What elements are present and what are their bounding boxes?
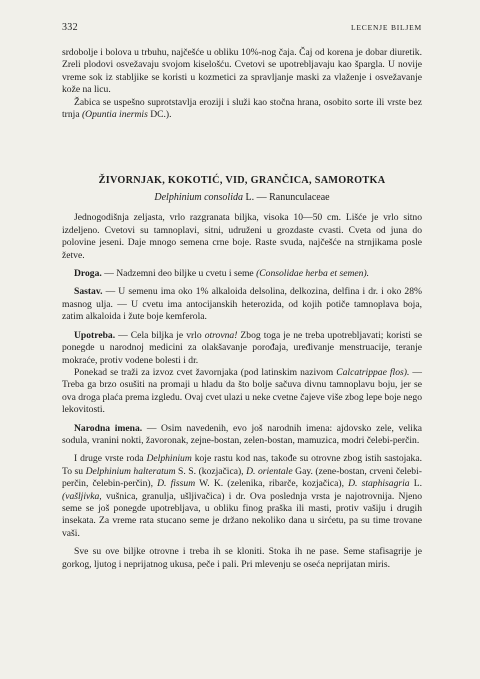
narodna-imena-paragraph: Narodna imena. — Osim navedenih, evo još narodnih imena: ajdovsko zele, velika sodula, vranini nokti, žavoronak, zejne-bostan, zelen-bostan, mamuzica, modri čelebi-perčin. bbox=[62, 422, 422, 446]
description-paragraph: Jednogodišnja zeljasta, vrlo razgranata biljka, visoka 10—50 cm. Lišće je vrlo sitno izdeljeno. Cvetovi su tamnoplavi, sitni, udruženi u grozdaste cvasti. Cveta od juna do polovine jeseni. Daje mnogo semena crne boje. Raste svuda, najčešće na strnjikama posle žetve. bbox=[62, 212, 422, 261]
article-subtitle: Delphinium consolida L. — Ranunculaceae bbox=[154, 192, 330, 204]
section-heading: Droga. bbox=[74, 268, 102, 280]
latin-name: Delphinium consolida bbox=[154, 192, 243, 204]
zabica-paragraph: Žabica se uspešno suprotstavlja eroziji i služi kao stočna hrana, osobito sorte ili vrste bez trnja (Opuntia inermis DC.). bbox=[62, 96, 422, 121]
section-heading: Upotreba. bbox=[74, 329, 116, 341]
page-header bbox=[62, 22, 422, 33]
section-heading: Narodna imena. bbox=[74, 422, 143, 434]
page-number: 332 bbox=[62, 22, 78, 33]
closing-paragraph: Sve su ove biljke otrovne i treba ih se kloniti. Stoka ih ne pase. Seme stafisagrije je gorkog, ljutog i neprijatnog ukusa, peče i pali. Pri mlevenju se oseća neprijatan miris. bbox=[62, 546, 422, 570]
upotreba-paragraph: Upotreba. — Cela biljka je vrlo otrovna! Zbog toga je ne treba upotrebljavati; koristi se ponegde u narodnoj medicini za olakšavanje porođaja, uređivanje menstruacije, teranje mokraće, protiv vodene bolesti i dr. bbox=[62, 329, 422, 366]
druge-vrste-paragraph: I druge vrste roda Delphinium koje rastu kod nas, takođe su otrovne zbog istih sastojaka. To su Delphinium halteratum S. S. (kozjačica), D. orientale Gay. (zene-bostan, crveni čelebi-perčin, čelebin-perčin), D. fissum W. K. (zelenika, ribarče, kozjačica), D. staphisagria L. (vašljivka, vušnica, granulja, ušljivačica) i dr. Ova poslednja vrsta je najotrovnija. Njeno seme se još ponegde upotrebljava, u obliku finog praška ili masti, protiv vašiju i drugih insekata. Za vreme rata stucano seme je držano nekoliko dana u sirćetu, pa su time trovane vaši. bbox=[62, 453, 422, 539]
section-heading: Sastav. bbox=[74, 286, 103, 298]
running-title: LECENJE BILJEM bbox=[351, 23, 422, 32]
article-title: ŽIVORNJAK, KOKOTIĆ, VID, GRANČICA, SAMOROTKA bbox=[98, 175, 386, 187]
intro-paragraph: srdobolje i bolova u trbuhu, najčešće u obliku 10%-nog čaja. Čaj od korena je dobar diuretik. Zreli plodovi osvežavaju svojom kiselošću. Cvetovi se upotrebljavaju kao špargla. U novije vreme sok iz stabljike se koristi u kozmetici za spravljanje maski za vlaženje i osvežavanje kože na licu. bbox=[62, 47, 422, 96]
droga-paragraph: Droga. — Nadzemni deo biljke u cvetu i seme (Consolidae herba et semen). bbox=[74, 268, 370, 280]
ponekad-paragraph: Ponekad se traži za izvoz cvet žavornjaka (pod latinskim nazivom Calcatrippae flos). — Treba ga brzo osušiti na promaji u hladu da što bolje sačuva divnu tamnoplavu boju, jer se ova droga plaća prema izgledu. Ovaj cvet ulazi u neke cvetne čajeve više zbog lepe boje nego lekovitosti. bbox=[62, 366, 422, 416]
sastav-paragraph: Sastav. — U semenu ima oko 1% alkaloida delsolina, delkozina, delfina i dr. i oko 28% masnog ulja. — U cvetu ima antocijanskih heterozida, od kojih potiče tamnoplava boja, zatim alkaloida i žute boje kemferola. bbox=[62, 286, 422, 323]
